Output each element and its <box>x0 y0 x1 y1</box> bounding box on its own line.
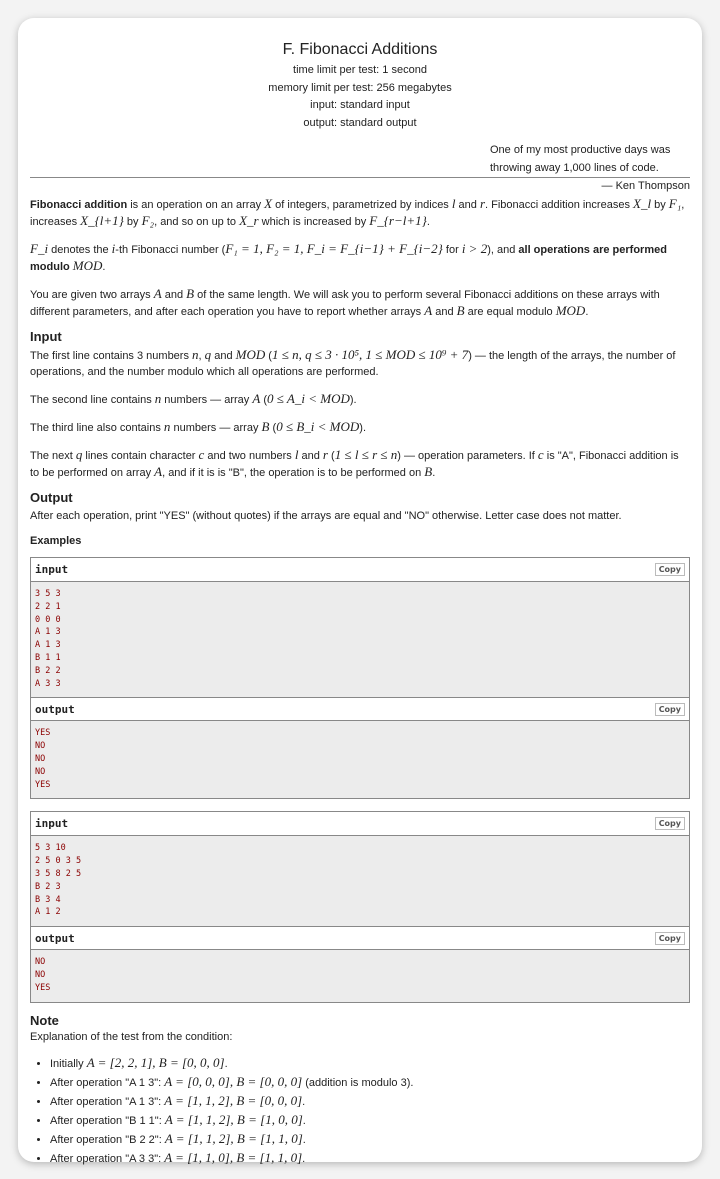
input-label: input <box>35 563 69 576</box>
math-expression: n <box>192 347 199 362</box>
text-segment: which is increased by <box>258 216 370 228</box>
math-expression: A <box>154 464 163 479</box>
note-heading: Note <box>30 1012 59 1028</box>
text-segment: , <box>198 350 205 362</box>
text-segment: and <box>455 199 480 211</box>
output-header <box>31 697 689 721</box>
text-segment: (addition is modulo 3). <box>302 1076 414 1089</box>
copy-input-button[interactable]: Copy <box>655 817 685 830</box>
text-segment: numbers — array <box>170 422 262 434</box>
math-expression: c <box>198 447 205 462</box>
output-file: output: standard output <box>303 116 417 129</box>
input-header <box>31 558 689 582</box>
problem-header <box>30 18 690 132</box>
text-segment: Initially <box>50 1057 87 1070</box>
memory-limit: memory limit per test: 256 megabytes <box>268 81 452 94</box>
bold-text: Fibonacci addition <box>30 199 128 211</box>
text-segment: is "A", Fibonacci addition is to be performed on array <box>30 450 679 479</box>
math-expression: A = [0, 0, 0], B = [0, 0, 0] <box>164 1073 303 1089</box>
math-expression: q <box>204 347 212 362</box>
text-segment: . Fibonacci addition increases <box>485 199 633 211</box>
text-segment: After operation "A 1 3": <box>50 1095 165 1108</box>
legend <box>30 196 690 320</box>
math-expression: MOD <box>72 258 103 273</box>
input-paragraph <box>30 391 690 408</box>
math-expression: n <box>154 391 162 406</box>
math-expression: c <box>537 447 544 462</box>
math-expression: A = [1, 1, 0], B = [1, 1, 0] <box>164 1149 303 1165</box>
text-segment: ) — operation parameters. If <box>397 450 538 462</box>
text-segment: . <box>302 1133 306 1146</box>
examples-title: Examples <box>30 535 82 547</box>
output-heading: Output <box>30 490 73 505</box>
math-expression: 1 ≤ l ≤ r ≤ n <box>334 447 398 462</box>
math-expression: B <box>261 419 270 434</box>
text-segment: denotes the <box>48 244 112 256</box>
math-expression: MOD <box>555 303 586 318</box>
text-segment: are equal modulo <box>464 306 556 318</box>
math-expression: A = [1, 1, 2], B = [1, 0, 0] <box>164 1111 303 1127</box>
text-segment: and <box>161 289 187 301</box>
text-segment: numbers — array <box>161 394 253 406</box>
text-segment: . <box>102 261 106 273</box>
text-segment: of the same length. We will ask you to perform several Fibonacci additions on these arrays with different parameters, and after each operation you have to report whether arrays <box>30 289 660 318</box>
note-item <box>50 1111 690 1130</box>
math-expression: F_i <box>30 241 49 256</box>
math-expression: F₂ <box>141 213 155 228</box>
text-segment: After operation "A 1 3": <box>50 1076 165 1089</box>
text-segment: and <box>432 306 457 318</box>
text-segment: ) — the length of the arrays, the number of operations, and the number modulo which all operations are performed. <box>30 350 676 378</box>
text-segment: , and if it is is "B", the operation is to be performed on <box>162 467 425 479</box>
math-expression: B <box>456 303 465 318</box>
math-expression: A <box>153 286 162 301</box>
problem-statement <box>18 18 702 1165</box>
text-segment: lines contain character <box>82 450 199 462</box>
text-segment: ). <box>349 394 357 406</box>
text-segment: . <box>302 1114 306 1127</box>
text-segment: . <box>426 216 430 228</box>
bold-text: all operations are performed modulo <box>30 244 667 273</box>
text-segment: -th Fibonacci number ( <box>115 244 226 256</box>
note-item <box>50 1092 690 1111</box>
text-segment: . <box>224 1057 228 1070</box>
math-expression: X_l <box>633 196 652 211</box>
output-label: output <box>35 702 75 716</box>
text-segment: The first line contains 3 numbers <box>30 350 193 362</box>
math-expression: A <box>252 391 261 406</box>
input-file: input: standard input <box>310 99 410 111</box>
text-segment: ( <box>265 350 272 362</box>
text-segment: ( <box>269 422 277 434</box>
sample-output: NO NO YES <box>31 950 689 1001</box>
sample-output: YES NO NO NO YES <box>31 721 689 798</box>
math-expression: X_r <box>239 213 259 228</box>
math-expression: l <box>294 447 299 462</box>
math-expression: 0 ≤ B_i < MOD <box>276 419 360 434</box>
copy-output-button[interactable]: Copy <box>655 703 685 716</box>
math-expression: q <box>75 447 83 462</box>
math-expression: i > 2 <box>461 241 488 256</box>
math-expression: X <box>264 196 273 211</box>
math-expression: F_{r−l+1} <box>369 213 427 228</box>
legend-paragraph <box>30 241 690 275</box>
note-intro: Explanation of the test from the condition: <box>30 1030 233 1043</box>
text-segment: by <box>123 216 142 228</box>
note-item <box>50 1073 690 1092</box>
note-item <box>50 1054 690 1073</box>
math-expression: F₁ = 1, F₂ = 1, F_i = F_{i−1} + F_{i−2} <box>225 241 443 256</box>
input-header <box>31 812 689 836</box>
text-segment: After operation "B 1 1": <box>50 1114 165 1127</box>
text-segment: for <box>442 244 462 256</box>
math-expression: r <box>322 447 328 462</box>
math-expression: MOD <box>235 347 266 362</box>
legend-paragraph <box>30 286 690 320</box>
input-paragraph <box>30 447 690 481</box>
text-segment: by <box>651 199 669 211</box>
text-segment: . <box>432 467 436 479</box>
math-expression: 1 ≤ n, q ≤ 3 · 10⁵, 1 ≤ MOD ≤ 10⁹ + 7 <box>271 347 469 362</box>
copy-input-button[interactable]: Copy <box>655 563 685 576</box>
math-expression: 0 ≤ A_i < MOD <box>267 391 350 406</box>
input-label: input <box>35 817 69 831</box>
text-segment: . <box>585 306 589 318</box>
math-expression: A = [2, 2, 1], B = [0, 0, 0] <box>86 1054 225 1070</box>
sample-input: 3 5 3 2 2 1 0 0 0 A 1 3 A 1 3 B 1 1 B 2 2 A 3 3 <box>31 582 689 697</box>
input-heading: Input <box>30 329 62 344</box>
input-paragraph <box>30 347 690 380</box>
output-label: output <box>35 931 75 945</box>
epigraph <box>30 141 690 177</box>
note-item <box>50 1130 690 1149</box>
output-paragraph: After each operation, print "YES" (without quotes) if the arrays are equal and "NO" otherwise. Letter case does not matter. <box>30 510 622 522</box>
output-header <box>31 926 689 950</box>
text-segment: After operation "A 3 3": <box>50 1152 165 1165</box>
text-segment: and <box>298 450 323 462</box>
text-segment: and <box>211 350 236 362</box>
text-segment: ( <box>260 394 268 406</box>
math-expression: n <box>163 419 171 434</box>
text-segment: The next <box>30 450 76 462</box>
math-expression: r <box>479 196 486 211</box>
input-paragraph <box>30 419 690 436</box>
time-limit: time limit per test: 1 second <box>293 64 427 76</box>
text-segment: of integers, parametrized by indices <box>272 199 452 211</box>
sample-test-2 <box>30 811 690 1002</box>
text-segment: After operation "B 2 2": <box>50 1133 165 1146</box>
text-segment: , and so on up to <box>154 216 240 228</box>
text-segment: is an operation on an array <box>127 199 265 211</box>
text-segment: ), and <box>487 244 519 256</box>
copy-output-button[interactable]: Copy <box>655 932 685 945</box>
text-segment: , increases <box>30 199 685 228</box>
sample-input: 5 3 10 2 5 0 3 5 3 5 8 2 5 B 2 3 B 3 4 A 1 2 <box>31 836 689 926</box>
math-expression: B <box>424 464 433 479</box>
math-expression: l <box>451 196 456 211</box>
math-expression: i <box>111 241 116 256</box>
note-item <box>50 1149 690 1168</box>
sample-test-1 <box>30 557 690 799</box>
math-expression: F₁ <box>668 196 682 211</box>
math-expression: X_{l+1} <box>80 213 124 228</box>
math-expression: A = [1, 1, 2], B = [1, 1, 0] <box>164 1130 303 1146</box>
math-expression: A <box>424 303 433 318</box>
text-segment: . <box>302 1152 306 1165</box>
math-expression: B <box>186 286 195 301</box>
epigraph-text: One of my most productive days was throwing away 1,000 lines of code. <box>490 144 671 174</box>
text-segment: The third line also contains <box>30 422 164 434</box>
problem-title: F. Fibonacci Additions <box>282 41 438 58</box>
math-expression: A = [1, 1, 2], B = [0, 0, 0] <box>164 1092 303 1108</box>
text-segment: ( <box>327 450 335 462</box>
epigraph-author: — Ken Thompson <box>601 180 690 192</box>
text-segment: ). <box>359 422 367 434</box>
text-segment: . <box>302 1095 306 1108</box>
legend-paragraph <box>30 196 690 230</box>
note-list <box>50 1054 690 1168</box>
text-segment: and two numbers <box>204 450 295 462</box>
text-segment: You are given two arrays <box>30 289 154 301</box>
text-segment: The second line contains <box>30 394 155 406</box>
